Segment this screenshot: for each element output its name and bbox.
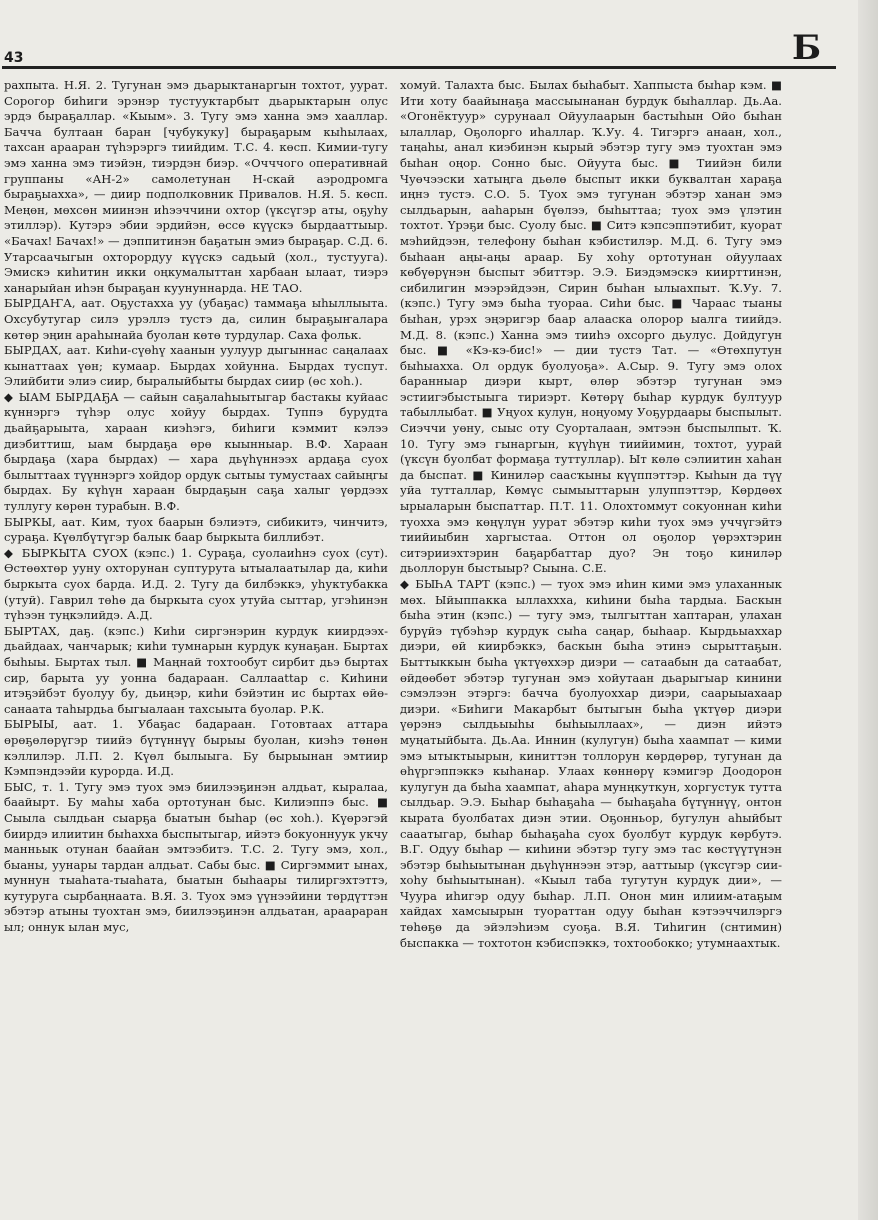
- entry-paragraph: БЫРДАХ, аат. Киһи-сүөһү хаанын уулуур дыгыннас саңалаах кынаттаах үөн; кумаар. Бырдах хойунна. Бырдах туспут. Элийбити элиэ сиир, быралыйбыты бырдах сиир (өс хоһ.).: [4, 343, 388, 389]
- entry-paragraph: БЫРКЫ, аат. Ким, туох баарын бэлиэтэ, сибикитэ, чинчитэ, сураҕа. Күөлбүтүгэр балык баар быркыта биллибэт.: [4, 514, 388, 545]
- entry-paragraph: БЫРЫЫ, аат. 1. Убаҕас бадараан. Готовтаах аттара өрөҕөлөрүгэр тиийэ бүтүннүү бырыы буолан, киэһэ төнөн кэллилэр. Л.П. 2. Күөл былыыга. Бу бырыынан эмтиир Кэмпэндээйи курорда. И.Д.: [4, 717, 388, 779]
- entry-paragraph: ◆ БЫРКЫТА СУОХ (кэпс.) 1. Сураҕа, суолаиһнэ суох (сут). Өстөөхтөр ууну охторунан суптурута ытыалаатылар да, киһи быркыта суох барда. И.Д. 2. Тугу да билбэккэ, уһуктубакка (утуй). Гаврил төһө да быркыта суох утуйа сыттар, угэһинэн түһээн туңкэлийдэ. А.Д.: [4, 545, 388, 623]
- right-column: [400, 78, 782, 1198]
- entry-paragraph: ◆ БЫҺА ТАРТ (кэпс.) — туох эмэ иһин кими эмэ улаханнык мөх. Ыйыппакка ыллаххха, киһини быһа тардыа. Баскын быһа этин (кэпс.) — тугу эмэ, тылгыттан хаптаран, улахан бурүйэ түбэһэр курдук сыһа саңар, быһаар. Кырдьыаххар диэри, өй киирбэккэ, баскын быһа этинэ сырыттаҕын. Быттыккын быһа үктүөххэр диэри — сатаабын да сатаабат, өйдөөбөт эбэтэр тугунан эмэ хойутаан дьарыгыар кинини сэмэлээн этэргэ: бачча буолуоххар диэри, саарыыахаар диэри. «Биһиги Макарбыт бытыгын быһа үктүөр диэри үөрэнэ сылдьыыһы быһыыллаах», — диэн ийэтэ муңатыйбыта. Дь.Аа. Иннин (кулугун) быһа хаампат — кими эмэ ытыктыырын, киниттэн толлорун көрдөрөр, тугунан да өһүргэппэккэ кыһанар. Улаах көннөрү кэмигэр Доодорон кулугун да быһа хаампат, аһара мунңкуткун, хоргустук тутта сылдьар. Э.Э. Быһар быһаҕаһа — быһаҕаһа бүтүннүү, онтон кырата буолбатах диэн этии. Оҕонньор, бугулун аһыйбыт сааатыгар, быһар быһаҕаһа суох буолбут курдук көрбутэ. В.Г. Одуу быһар — киһини эбэтэр тугу эмэ тас көстүүтүнэн эбэтэр быһыытынан дьүһүннээн этэр, ааттыыр (үксүгэр сии-хоһу быһыытынан). «Кыыл таба тугутун курдук дии», — Чуура иһигэр одуу быһар. Л.П. Онон мин илиим-атаҕым хайдах хамсыырын туораттан одуу быһан кэтээччилэргэ төһөҕө да эйэлэһиэм суоҕа. В.Я. Тиһигин (снтимин) быспакка — тохтотон кэбиспэккэ, тохтообокко; утумнаахтык.: [400, 577, 782, 950]
- header-rule: [2, 66, 836, 69]
- entry-paragraph: ◆ ЫАМ БЫРДАҔА — сайын саҕалаһыытыгар бастакы куйаас күннэргэ түһэр олус хойуу бырдах. Туппэ бурудта дьайҕарыыта, хараан киэһэгэ, биһиги кэммит кэлээ диэбиттиш, ыам бырдаҕа өрө кыынныар. В.Ф. Хараан бырдаҕа (хара бырдах) — хара дьүһүннээх ардаҕа суох былыттаах түүннэргэ хойдор ордук сытыы тумустаах сайыңгы бырдах. Бу күһүн хараан бырдаҕын саҕа халыг үөрдээх туллугу көрөн турабын. В.Ф.: [4, 389, 388, 514]
- entry-paragraph: БЫС, т. 1. Тугу эмэ туох эмэ биилээҕинэн алдьат, кыралаа, баайырт. Бу маһы хаба ортотунан быс. Килиэппэ быс. ■ Сыыла сылдьан сыарҕа быатын быһар (өс хоһ.). Күөрэгэй биирдэ илиитин быһахха быспытыгар, ийэтэ бокуоннуук укчу манньык отунан баайан эмтээбитэ. Т.С. 2. Тугу эмэ, хол., быаны, уунары тардан алдьат. Сабы быс. ■ Сиргэммит ынах, муннун тыаһата-тыаһата, быатын быһаары тилиргэхтэттэ, кутуруга сырбаңнаата. В.Я. 3. Туох эмэ үүнээйини төрдүттэн эбэтэр атыны туохтан эмэ, биилээҕинэн алдьатан, араараран ыл; оннук ылан мус,: [4, 779, 388, 935]
- section-letter: Б: [792, 28, 822, 68]
- entry-paragraph: рахпыта. Н.Я. 2. Тугунан эмэ дьарыктанаргын тохтот, уурат. Сорогор биһиги эрэнэр тустууктарбыт дьарыктарын олус эрдэ быраҕаллар. «Кыым». 3. Тугу эмэ ханна эмэ хааллар. Бачча бултаан баран [чубукуку] быраҕарым кыһылаах, тахсан арааран түһэрэргэ тиийдим. Т.С. 4. көсп. Кимии-тугу эмэ ханна эмэ тиэйэн, тиэрдэн биэр. «Очччого оперативнай группаны «АН-2» самолетунан Н-скай аэродромга быраҕыахха», — диир подполковник Привалов. Н.Я. 5. көсп. Меңөн, мөхсөн миинэн иһээччини охтор (үксүгэр аты, оҕуһу этиллэр). Кутэрэ эбии эрдийэн, өссө күүскэ бырдааттыыр. «Бачах! Бачах!» — дэппитинэн баҕатын эмиэ быраҕар. С.Д. 6. Утарсаачыгын охторордуу күүскэ садьый (хол., тустууга). Эмискэ киһитин икки оңкумалыттан харбаан ылаат, тиэрэ ханарыйан иһэн быраҕан куунуннарда. НЕ ТАО.: [4, 78, 388, 295]
- entry-paragraph: хомуй. Талахта быс. Былах быһабыт. Хаппыста быһар кэм. ■ Ити хоту баайынаҕа массыынанан бурдук быһаллар. Дь.Аа. «Огонёктуур» сурунаал Ойуулаарын бастыһын Ойо быһан ылаллар, Оҕолорго иһаллар. Ҡ.Уу. 4. Тигэргэ анаан, хол., таңаһы, анал киэбинэн кырый эбэтэр тугу эмэ туохтан эмэ быһан оңор. Сонно быс. Ойуута быс. ■ Тиийэн били Чуөчээски хатыңга дьөлө быспыт икки буквалтан хараҕа иңнэ тустэ. С.О. 5. Туох эмэ тугунан эбэтэр ханан эмэ сылдьарын, ааһарын бүөлээ, быһыттаа; туох эмэ үлэтин тохтот. Үрэҕи быс. Суолу быс. ■ Ситэ кэпсэппэтибит, куорат мэһийдээн, телефону быһан кэбистилэр. М.Д. 6. Тугу эмэ быһаан аңы-аңы араар. Бу хоһу ортотунан ойуулаах көбүөрүнэн быспыт эбиттэр. Э.Э. Биэдэмэскэ киирттинэн, сибилигин мээрэйдээн, Сирин быһан ылыахпыт. Ҡ.Уу. 7. (кэпс.) Тугу эмэ быһа туораа. Сиһи быс. ■ Чараас тыаны быһан, урэх эңэригэр баар алааска олорор ыалга тиийдэ. М.Д. 8. (кэпс.) Ханна эмэ тииһэ охсорго дьулус. Дойдугун быс. ■ «Кэ-кэ-бис!» — дии тустэ Тат. — «Өтөхпутун быһыахха. Ол ордук буолуоҕа». А.Сыр. 9. Тугу эмэ олох баранныар диэри кырт, өлөр эбэтэр тугунан эмэ эстиигэбыстыыга тириэрт. Көтөрү быһар курдук бултуур табыллыбат. ■ Уңуох кулун, ноңуому Уоҕурдаары быспылыт. Сиэччи уөну, сыыс оту Суорталаан, эмтээн быспылпыт. Ҡ. 10. Тугу эмэ гынаргын, күүһүн тиийимин, тохтот, уурай (үксүн буолбат формаҕа туттуллар). Ыт көлө сэлиитин хаһан да быспат. ■ Киниләр саасҡыны күүппэттэр. Кыһын да түү уйа тутталлар, Көмүс сымыыттарын улуппэттэр, Көрдөөх ырыаларын быспаттар. П.Т. 11. Олохтоммут сокуоннан киһи туохха эмэ көңүлүн уурат эбэтэр киһи туох эмэ уччүгэйтэ тиийиыбин харгыстаа. Оттон ол оҕолор үөрэхтэрин ситэрииэхтэрин баҕарбаттар дуо? Эн тоҕо киниләр дьоллорун быстыыр? Сыына. С.Е.: [400, 78, 782, 576]
- left-column: [4, 78, 388, 1198]
- page-edge-shadow: [858, 0, 878, 1220]
- entry-paragraph: БЫРДАҤА, аат. Оҕустахха уу (убаҕас) таммаҕа ыһыллыыта. Охсубутугар силэ урэллэ тустэ да, силин быраҕыҥалара көтөр эңин араһынайа буолан көтө турдулар. Саха фольк.: [4, 296, 388, 342]
- page-number: 43: [4, 50, 24, 66]
- entry-paragraph: БЫРТАХ, даҕ. (кэпс.) Киһи сиргэнэрин курдук киирдээх-дьайдаах, чанчарык; киһи тумнарын курдук кунаҕан. Быртах быһыы. Быртах тыл. ■ Маңнай тохтообут сирбит дьэ быртах сир, барыта уу уонна бадараан. Саллаattар с. Киһини итэҕэйбэт буолуу бу, дьиңэр, киһи бэйэтин ис быртах өйө-санаата таһырдьа быгыалаан тахсыыта буолар. Р.К.: [4, 623, 388, 716]
